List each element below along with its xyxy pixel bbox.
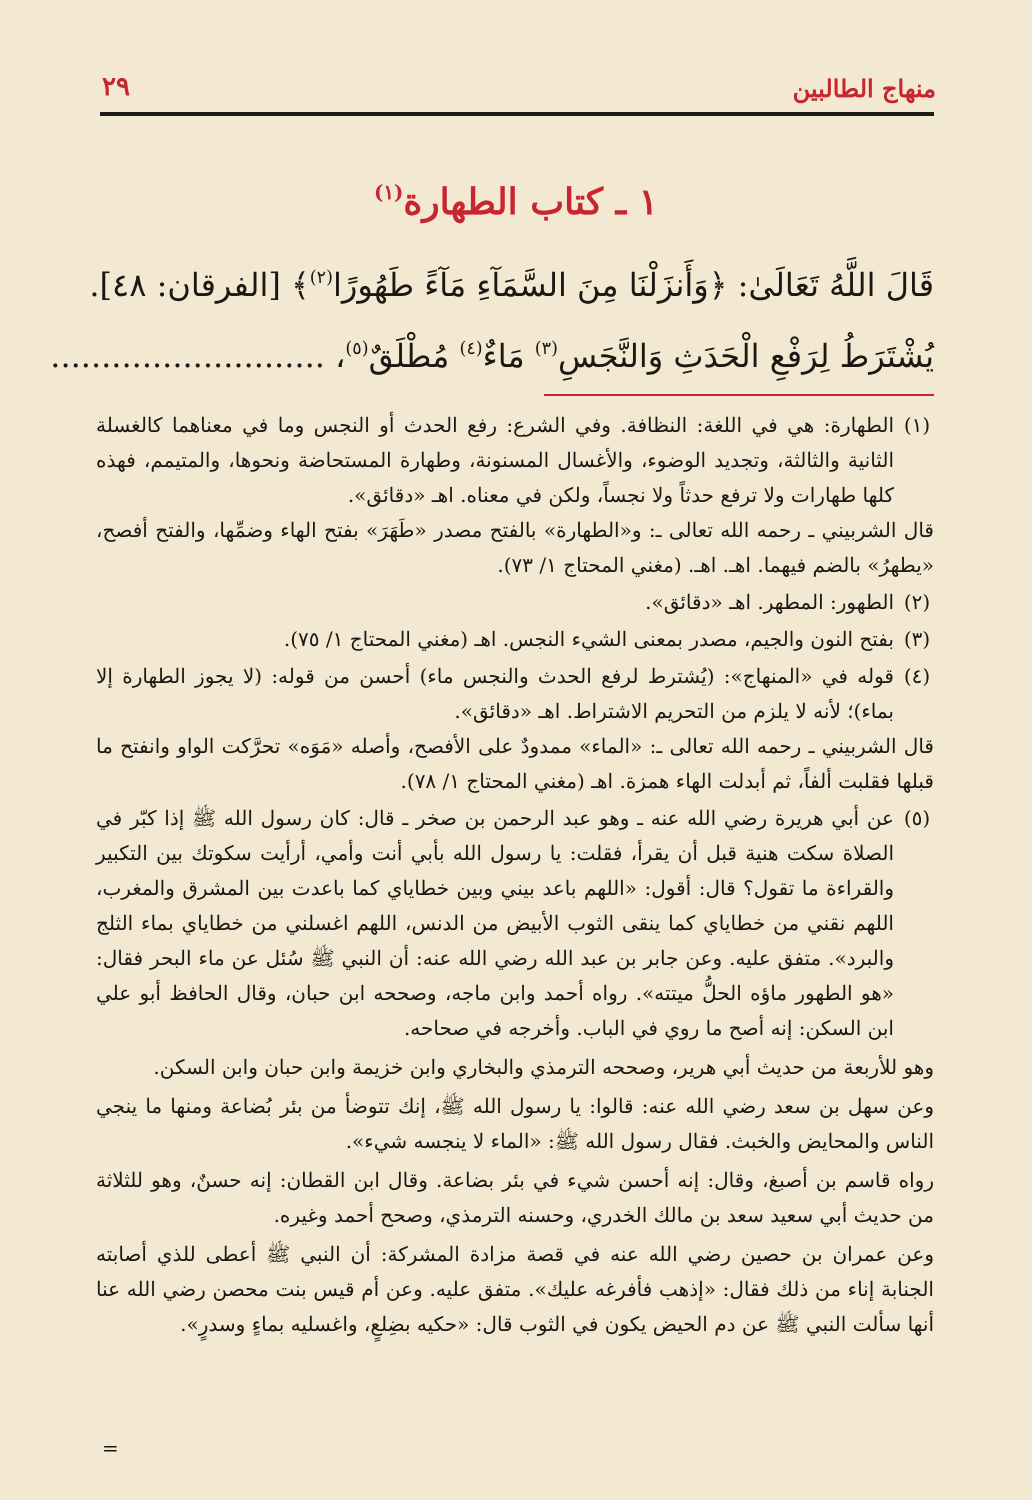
footnote-4 xyxy=(96,659,934,799)
footnote-number: (١) xyxy=(903,413,931,437)
footnote-number: (٣) xyxy=(903,627,931,651)
footnote-paragraph: وعن سهل بن سعد رضي الله عنه: قالوا: يا رسول الله ﷺ، إنك تتوضأ من بئر بُضاعة ومنها ما ينجي الناس والمحايض والخبث. فقال رسول الله ﷺ: «الماء لا ينجسه شيء». xyxy=(96,1094,934,1153)
footnote-paragraph: الطهور: المطهر. اهـ «دقائق». xyxy=(645,590,894,614)
footnote-paragraph: قال الشربيني ـ رحمه الله تعالى ـ: «الماء» ممدودٌ على الأفصح، وأصله «مَوَه» تحرَّكت الواو وانفتح ما قبلها فقلبت ألفاً، ثم أبدلت الهاء همزة. اهـ (مغني المحتاج ١/ ٧٨). xyxy=(96,734,934,793)
footnote-1 xyxy=(96,408,934,583)
footnote-paragraph: رواه قاسم بن أصبغ، وقال: إنه أحسن شيء في بئر بضاعة. وقال ابن القطان: إنه حسنٌ، وهو للثلاثة من حديث أبي سعيد سعد بن مالك الخدري، وحسنه الترمذي، وصحح أحمد وغيره. xyxy=(96,1168,934,1227)
matn-text-d: ، xyxy=(324,337,346,375)
main-text-line-1 xyxy=(89,266,934,304)
matn-text-a: يُشْتَرَطُ لِرَفْعِ الْحَدَثِ وَالنَّجَسِ xyxy=(557,337,934,375)
chapter-title xyxy=(0,180,1032,223)
footnote-paragraph: وعن عمران بن حصين رضي الله عنه في قصة مزادة المشركة: أن النبي ﷺ أعطى للذي أصابته الجنابة إناء من ذلك فقال: «إذهب فأفرغه عليك». متفق عليه. وعن أم قيس بنت محصن رضي الله عنا أنها سألت النبي ﷺ عن دم الحيض يكون في الثوب قال: «حكيه بضِلعٍ، واغسليه بماءٍ وسدرٍ». xyxy=(96,1242,934,1336)
matn-text-b: مَاءٌ xyxy=(482,337,535,375)
main-text-line-2 xyxy=(50,337,934,375)
leader-dots: ........................... xyxy=(50,337,325,375)
header-rule xyxy=(100,112,934,116)
footnote-3 xyxy=(96,622,934,657)
matn-text-c: مُطْلَقٌ xyxy=(368,337,460,375)
footnote-ref-1: (١) xyxy=(373,180,404,204)
continuation-mark: = xyxy=(102,1436,119,1460)
footnote-separator xyxy=(544,394,934,396)
footnote-paragraph: عن أبي هريرة رضي الله عنه ـ وهو عبد الرحمن بن صخر ـ قال: كان رسول الله ﷺ إذا كبّر في الصلاة سكت هنية قبل أن يقرأ، فقلت: يا رسول الله بأبي أنت وأمي، أرأيت سكوتك بين التكبير والقراءة ما تقول؟ قال: أقول: «اللهم باعد بيني وبين خطاياي كما باعدت بين المشرق والمغرب، اللهم نقني من خطاياي كما ينقى الثوب الأبيض من الدنس، اللهم اغسلني من خطاياي بماء الثلج والبرد». متفق عليه. وعن جابر بن عبد الله رضي الله عنه: أن النبي ﷺ سُئل عن ماء البحر فقال: «هو الطهور ماؤه الحلُّ ميتته». رواه أحمد وابن ماجه، وصححه ابن حبان، وقال الحافظ أبو علي ابن السكن: إنه أصح ما روي في الباب. وأخرجه في صحاحه. xyxy=(96,806,894,1040)
verse-citation: ﴾ [الفرقان: ٤٨]. xyxy=(89,266,310,304)
footnote-2 xyxy=(96,585,934,620)
footnote-number: (٢) xyxy=(903,590,931,614)
footnote-ref-5: (٥) xyxy=(345,338,369,359)
running-title: منهاج الطالبين xyxy=(792,74,936,103)
footnotes xyxy=(96,408,934,1468)
footnote-paragraph: قال الشربيني ـ رحمه الله تعالى ـ: و«الطهارة» بالفتح مصدر «طَهَرَ» بفتح الهاء وضمِّها، والفتح أفصح، «يطهرُ» بالضم فيهما. اهـ. اهـ. (مغني المحتاج ١/ ٧٣). xyxy=(96,518,934,577)
footnote-paragraph: الطهارة: هي في اللغة: النظافة. وفي الشرع: رفع الحدث أو النجس وما في معناهما كالغسلة الثانية والثالثة، وتجديد الوضوء، والأغسال المسنونة، وطهارة المستحاضة ونحوها، والمتيمم، فهذه كلها طهارات ولا ترفع حدثاً ولا نجساً، ولكن في معناه. اهـ «دقائق». xyxy=(96,413,894,507)
footnote-paragraph: وهو للأربعة من حديث أبي هرير، وصححه الترمذي والبخاري وابن خزيمة وابن حبان وابن السكن. xyxy=(153,1055,934,1079)
footnote-paragraph: قوله في «المنهاج»: (يُشترط لرفع الحدث والنجس ماء) أحسن من قوله: (لا يجوز الطهارة إلا بماء)؛ لأنه لا يلزم من التحريم الاشتراط. اهـ «دقائق». xyxy=(96,664,894,723)
footnote-number: (٤) xyxy=(903,664,931,688)
page-number: ٢٩ xyxy=(102,72,130,102)
footnote-number: (٥) xyxy=(903,806,931,830)
footnote-ref-3: (٣) xyxy=(534,338,558,359)
quran-verse-text: قَالَ اللَّهُ تَعَالَىٰ: ﴿وَأَنزَلْنَا مِنَ السَّمَآءِ مَآءً طَهُورًا xyxy=(332,266,934,304)
chapter-title-text: ١ ـ كتاب الطهارة xyxy=(403,180,659,223)
footnote-ref-4: (٤) xyxy=(459,338,483,359)
footnote-ref-2: (٢) xyxy=(309,267,333,288)
page-header xyxy=(96,70,936,110)
footnote-paragraph: بفتح النون والجيم، مصدر بمعنى الشيء النجس. اهـ (مغني المحتاج ١/ ٧٥). xyxy=(283,627,894,651)
footnote-5 xyxy=(96,801,934,1342)
